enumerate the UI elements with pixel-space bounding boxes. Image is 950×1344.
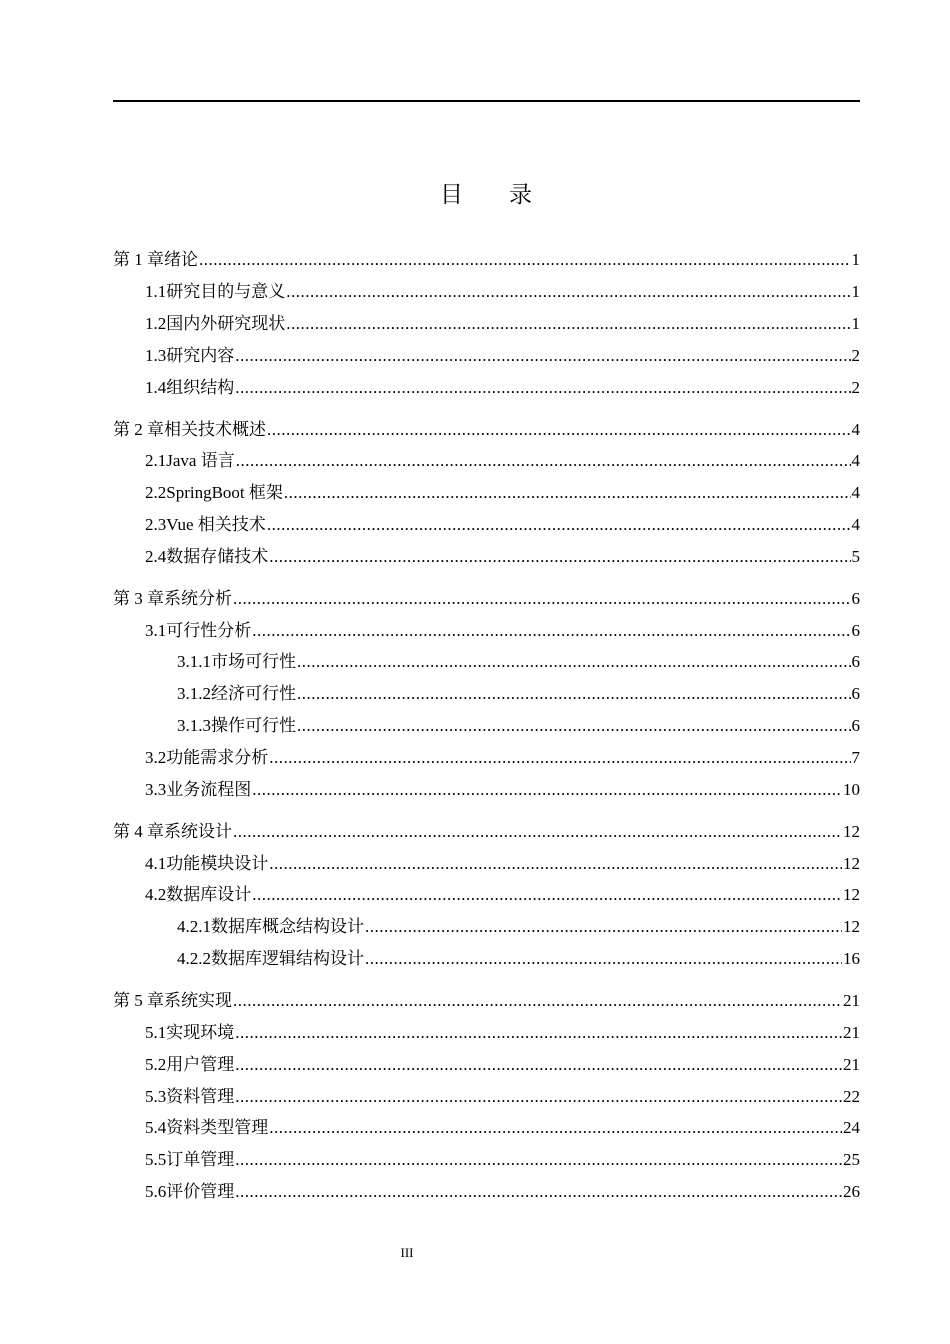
toc-entry-number: 1.3 [145,346,167,365]
toc-entry-number: 4.2.2 [177,949,211,968]
toc-title [0,176,950,209]
toc-entry-number: 第 4 章 [113,822,164,841]
toc-entry-label: 数据库概念结构设计 [211,917,364,936]
toc-entry-page: 10 [843,780,860,799]
toc-entry-page: 6 [851,621,860,640]
toc-dot-leader [235,1148,842,1172]
toc-entry-label: 用户管理 [166,1055,235,1074]
toc-dot-leader [267,418,851,442]
toc-entry-5-6[interactable] [145,1180,860,1204]
toc-entry-2-4[interactable] [145,545,860,569]
page-number: III [400,1245,414,1260]
toc-dot-leader [235,1085,842,1109]
toc-entry-number: 3.3 [145,780,167,799]
toc-entry-5-5[interactable] [145,1148,860,1172]
toc-dot-leader [235,376,850,400]
toc-dot-leader [233,820,842,844]
toc-entry-label: 组织结构 [166,378,235,397]
toc-entry-第4章[interactable] [113,820,860,844]
toc-entry-label: 数据存储技术 [166,547,269,566]
toc-entry-label: 资料类型管理 [166,1118,269,1137]
toc-entry-number: 3.1.2 [177,684,211,703]
toc-entry-第1章[interactable] [113,248,860,272]
toc-entry-label: Java 语言 [166,451,235,470]
toc-entry-page: 1 [851,282,860,301]
toc-entry-number: 第 3 章 [113,589,164,608]
toc-entry-label: 订单管理 [166,1150,235,1169]
toc-title-char-1: 目 [440,182,463,207]
toc-dot-leader [235,344,850,368]
toc-entry-number: 4.2 [145,885,167,904]
toc-dot-leader [297,714,851,738]
toc-entry-page: 6 [851,589,860,608]
toc-entry-page: 4 [851,420,860,439]
toc-entry-number: 4.1 [145,854,167,873]
toc-entry-number: 3.2 [145,748,167,767]
toc-entry-number: 1.2 [145,314,167,333]
toc-entry-number: 第 1 章 [113,250,164,269]
toc-entry-number: 4.2.1 [177,917,211,936]
toc-entry-page: 4 [851,515,860,534]
toc-entry-number: 2.3 [145,515,167,534]
toc-entry-label: 功能需求分析 [166,748,269,767]
toc-dot-leader [235,1021,842,1045]
toc-entry-label: 业务流程图 [166,780,252,799]
toc-dot-leader [297,650,851,674]
toc-entry-label: 功能模块设计 [166,854,269,873]
toc-entry-4-2-1[interactable] [177,915,860,939]
toc-entry-label: 研究目的与意义 [166,282,286,301]
toc-entry-第2章[interactable] [113,418,860,442]
toc-entry-page: 12 [843,854,860,873]
toc-entry-page: 25 [843,1150,860,1169]
toc-entry-page: 1 [851,250,860,269]
toc-entry-number: 2.4 [145,547,167,566]
toc-entry-label: 系统设计 [164,822,232,841]
toc-dot-leader [252,883,842,907]
toc-entry-label: 系统实现 [164,991,232,1010]
toc-entry-第3章[interactable] [113,587,860,611]
toc-dot-leader [252,778,842,802]
toc-entry-label: 系统分析 [164,589,232,608]
toc-entry-page: 6 [851,684,860,703]
toc-entry-number: 3.1 [145,621,167,640]
header-rule [113,100,860,102]
toc-entry-label: 数据库逻辑结构设计 [211,949,364,968]
toc-dot-leader [236,449,851,473]
toc-entry-page: 22 [843,1087,860,1106]
toc-entry-page: 6 [851,652,860,671]
toc-dot-leader [286,280,850,304]
toc-dot-leader [252,619,850,643]
toc-entry-page: 12 [843,822,860,841]
toc-dot-leader [269,746,850,770]
toc-entry-5-4[interactable] [145,1116,860,1140]
toc-title-char-2: 录 [509,182,532,207]
toc-dot-leader [297,682,851,706]
toc-entry-page: 16 [843,949,860,968]
toc-entry-label: 实现环境 [166,1023,235,1042]
toc-entry-1-4[interactable] [145,376,860,400]
toc-entry-page: 26 [843,1182,860,1201]
toc-entry-label: 绪论 [164,250,198,269]
toc-dot-leader [199,248,851,272]
toc-entry-page: 21 [843,1023,860,1042]
toc-entry-page: 1 [851,314,860,333]
toc-entry-page: 4 [851,451,860,470]
toc-entry-number: 第 5 章 [113,991,164,1010]
toc-entry-page: 5 [851,547,860,566]
toc-entry-number: 2.1 [145,451,167,470]
toc-entry-5-3[interactable] [145,1085,860,1109]
toc-entry-number: 5.4 [145,1118,167,1137]
toc-entry-4-1[interactable] [145,852,860,876]
toc-entry-4-2-2[interactable] [177,947,860,971]
toc-entry-1-3[interactable] [145,344,860,368]
toc-entry-1-1[interactable] [145,280,860,304]
toc-entry-label: 评价管理 [166,1182,235,1201]
toc-entry-page: 21 [843,1055,860,1074]
toc-entry-number: 3.1.3 [177,716,211,735]
toc-entry-number: 5.6 [145,1182,167,1201]
toc-dot-leader [235,1053,842,1077]
toc-entry-number: 5.1 [145,1023,167,1042]
toc-dot-leader [235,1180,842,1204]
toc-entry-page: 2 [851,346,860,365]
toc-entry-page: 6 [851,716,860,735]
toc-entry-label: Vue 相关技术 [166,515,266,534]
toc-entry-label: SpringBoot 框架 [166,483,283,502]
toc-entry-number: 3.1.1 [177,652,211,671]
toc-entry-2-1[interactable] [145,449,860,473]
toc-entry-number: 5.2 [145,1055,167,1074]
toc-entry-1-2[interactable] [145,312,860,336]
toc-entry-page: 12 [843,885,860,904]
toc-entry-page: 12 [843,917,860,936]
toc-dot-leader [269,1116,842,1140]
toc-entry-label: 市场可行性 [211,652,296,671]
toc-entry-3-3[interactable] [145,778,860,802]
toc-entry-page: 4 [851,483,860,502]
toc-entry-number: 2.2 [145,483,167,502]
toc-entry-3-2[interactable] [145,746,860,770]
toc-entry-2-3[interactable] [145,513,860,537]
toc-entry-number: 1.4 [145,378,167,397]
toc-dot-leader [269,852,842,876]
toc-entry-3-1[interactable] [145,619,860,643]
toc-dot-leader [267,513,851,537]
toc-entry-label: 经济可行性 [211,684,296,703]
toc-entry-label: 数据库设计 [166,885,252,904]
toc-dot-leader [284,481,851,505]
toc-entry-label: 可行性分析 [166,621,252,640]
toc-dot-leader [365,947,842,971]
toc-entry-label: 研究内容 [166,346,235,365]
toc-dot-leader [233,989,842,1013]
toc-entry-number: 1.1 [145,282,167,301]
toc-entry-4-2[interactable] [145,883,860,907]
toc-dot-leader [365,915,842,939]
toc-entry-number: 5.5 [145,1150,167,1169]
toc-entry-label: 国内外研究现状 [166,314,286,333]
toc-entry-page: 7 [851,748,860,767]
toc-entry-label: 操作可行性 [211,716,296,735]
toc-entry-第5章[interactable] [113,989,860,1013]
toc-entry-page: 24 [843,1118,860,1137]
toc-entry-page: 2 [851,378,860,397]
toc-entry-3-1-3[interactable] [177,714,860,738]
toc-entry-number: 第 2 章 [113,420,164,439]
toc-entry-5-2[interactable] [145,1053,860,1077]
toc-dot-leader [233,587,851,611]
toc-entry-2-2[interactable] [145,481,860,505]
toc-entry-page: 21 [843,991,860,1010]
toc-entry-5-1[interactable] [145,1021,860,1045]
toc-entry-label: 相关技术概述 [164,420,266,439]
toc-entry-3-1-1[interactable] [177,650,860,674]
toc-entry-3-1-2[interactable] [177,682,860,706]
toc-dot-leader [286,312,850,336]
toc-entry-label: 资料管理 [166,1087,235,1106]
toc-dot-leader [269,545,850,569]
toc-entry-number: 5.3 [145,1087,167,1106]
